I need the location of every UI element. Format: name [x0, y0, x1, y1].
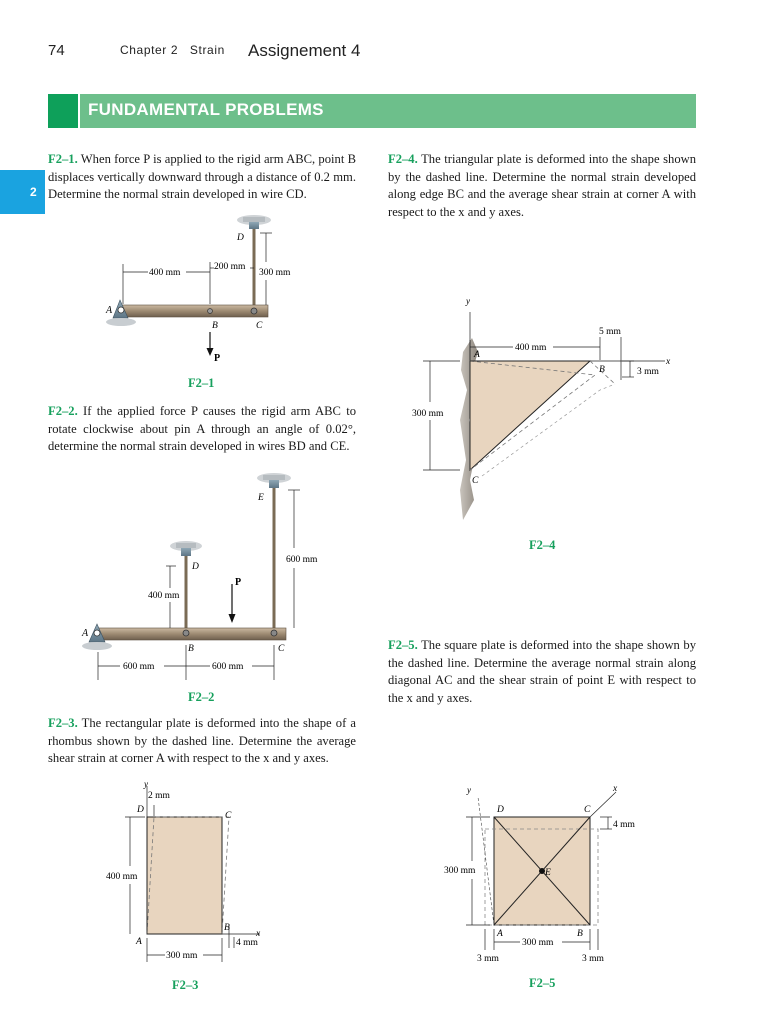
rigid-arm — [96, 628, 286, 640]
label-c: C — [256, 321, 263, 331]
assignment-title: Assignement 4 — [248, 41, 361, 60]
dim-ab-label: 400 mm — [515, 343, 547, 353]
figure-f2-4 — [412, 296, 671, 520]
plate — [147, 817, 222, 934]
chapter-name: Chapter 2 — [120, 43, 179, 57]
problem-number: F2–5. — [388, 638, 418, 652]
plate — [470, 361, 590, 470]
problem-text: When force P is applied to the rigid arm ABC, point B displaces vertically downward through a distance of 0.2 mm. Determine the normal strain developed in wire CD. — [48, 152, 356, 201]
label-e: E — [258, 493, 264, 503]
dim-bc-label: 600 mm — [212, 662, 244, 672]
wire-clevis — [249, 222, 259, 229]
label-x: x — [613, 784, 618, 794]
pin-a — [118, 307, 124, 313]
caption-f2-5: F2–5 — [529, 976, 556, 990]
label-p: P — [214, 353, 221, 364]
label-b: B — [212, 321, 218, 331]
ground — [106, 318, 136, 326]
wire-clevis — [181, 548, 191, 556]
label-a: A — [106, 305, 113, 316]
pin-b — [183, 630, 189, 636]
dim-ce-label: 600 mm — [286, 555, 318, 565]
pin-a — [94, 630, 100, 636]
label-a: A — [82, 628, 89, 639]
rigid-arm — [120, 305, 268, 317]
chapter-tab-label: 2 — [30, 185, 37, 199]
dim-right-label: 4 mm — [236, 938, 258, 948]
caption-f2-3: F2–3 — [172, 978, 199, 992]
problem-number: F2–3. — [48, 716, 78, 730]
dim-width-label: 300 mm — [522, 938, 554, 948]
problem-number: F2–1. — [48, 152, 78, 166]
problem-text: The square plate is deformed into the shape shown by the dashed line. Determine the average normal strain along diagonal AC and the shear strain of point E with respect to the x and y axes. — [388, 638, 697, 705]
problem-text: The rectangular plate is deformed into the shape of a rhombus shown by the dashed line. Determine the average shear strain at corner A with respect to the x and y axes. — [48, 716, 356, 765]
label-c: C — [278, 644, 285, 654]
pin-c — [271, 630, 277, 636]
problem-text: The triangular plate is deformed into the shape shown by the dashed line. Determine the normal strain developed along edge BC and the average shear strain at corner A with respect to the x and y axes. — [388, 152, 697, 219]
dim-height-label: 300 mm — [444, 866, 476, 876]
figure-f2-2 — [81, 473, 318, 680]
ceiling-plate — [263, 475, 285, 480]
label-y: y — [467, 785, 471, 795]
dim-width-label: 300 mm — [166, 951, 198, 961]
label-a: A — [474, 350, 480, 360]
label-d: D — [192, 562, 199, 572]
label-x: x — [256, 929, 261, 939]
label-e: E — [545, 868, 551, 878]
dim-5-label: 5 mm — [599, 327, 621, 337]
figure-f2-5 — [444, 784, 636, 964]
figure-f2-3 — [106, 779, 261, 962]
label-b: B — [224, 923, 230, 933]
dim-height-label: 400 mm — [106, 872, 138, 882]
dim-bd-label: 400 mm — [148, 591, 180, 601]
force-p-arrowhead — [207, 348, 214, 356]
label-x: x — [666, 357, 671, 367]
caption-f2-2: F2–2 — [188, 690, 215, 704]
page-number: 74 — [48, 42, 65, 59]
label-c: C — [584, 805, 591, 815]
label-y: y — [466, 296, 470, 306]
dim-ab-label: 400 mm — [149, 268, 181, 278]
y-axis — [478, 797, 494, 925]
label-b: B — [577, 929, 583, 939]
dim-left-label: 3 mm — [477, 954, 499, 964]
label-d: D — [497, 805, 504, 815]
dim-right-label: 3 mm — [582, 954, 604, 964]
dim-3-label: 3 mm — [637, 367, 659, 377]
label-a: A — [497, 929, 503, 939]
ceiling-plate — [176, 543, 196, 548]
problem-text: If the applied force P causes the rigid arm ABC to rotate clockwise about pin A through an angle of 0.02°, determine the normal strain developed in wires BD and CE. — [48, 404, 356, 453]
wire-clevis — [269, 480, 279, 488]
label-y: y — [144, 779, 148, 789]
dim-top-label: 2 mm — [148, 791, 170, 801]
pin-b — [208, 309, 213, 314]
x-axis — [590, 792, 616, 817]
label-c: C — [472, 476, 479, 486]
dim-ac-label: 300 mm — [412, 409, 444, 419]
dim-ab-label: 600 mm — [123, 662, 155, 672]
caption-f2-1: F2–1 — [188, 376, 215, 390]
pin-c — [251, 308, 257, 314]
problem-number: F2–4. — [388, 152, 418, 166]
dim-cd-label: 300 mm — [259, 268, 291, 278]
dim-bc-label: 200 mm — [214, 262, 246, 272]
ground — [82, 642, 112, 650]
label-p: P — [235, 577, 242, 588]
problem-number: F2–2. — [48, 404, 78, 418]
label-d: D — [137, 805, 144, 815]
label-a: A — [136, 937, 142, 947]
force-p-arrowhead — [229, 614, 236, 623]
ceiling-plate — [243, 217, 265, 222]
label-b: B — [188, 644, 194, 654]
section-name: Strain — [189, 43, 225, 57]
caption-f2-4: F2–4 — [529, 538, 556, 552]
dim-top-label: 4 mm — [613, 820, 635, 830]
label-c: C — [225, 811, 232, 821]
banner-title: FUNDAMENTAL PROBLEMS — [88, 100, 324, 119]
label-d: D — [237, 233, 244, 243]
label-b: B — [599, 365, 605, 375]
figure-f2-1 — [105, 215, 291, 364]
